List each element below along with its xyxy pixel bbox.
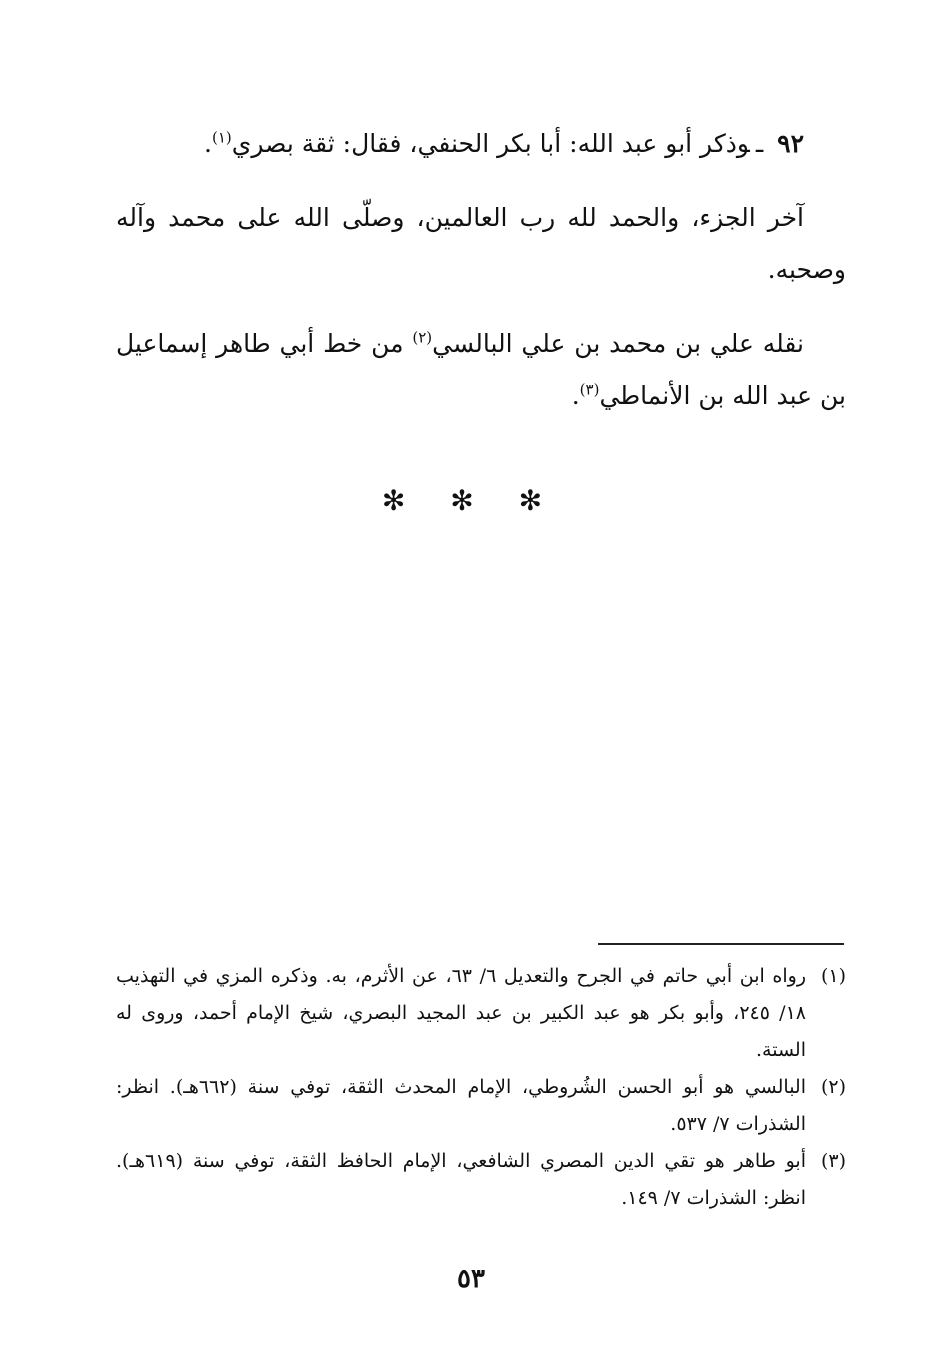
footnote-text: رواه ابن أبي حاتم في الجرح والتعديل ٦/ ٦٣، عن الأثرم، به. وذكره المزي في التهذيب ١٨/ ٢٤٥، وأبو بكر هو عبد الكبير بن عبد المجيد البصري، شيخ الإمام أحمد، وروى له الستة. (116, 965, 806, 1061)
footnote-number: (٣) (820, 1150, 846, 1172)
footnote-item (116, 1143, 846, 1217)
entry-end: . (204, 129, 212, 158)
entry-paragraph (116, 118, 846, 170)
main-text (116, 118, 846, 444)
footnote-text: البالسي هو أبو الحسن الشُروطي، الإمام المحدث الثقة، توفي سنة (٦٦٢هـ). انظر: الشذرات ٧/ ٥٣٧. (116, 1076, 806, 1135)
footnote-item (116, 1069, 846, 1143)
closing-text: آخر الجزء، والحمد لله رب العالمين، وصلّى الله على محمد وآله وصحبه. (116, 203, 846, 284)
copyist-text-middle: من خط أبي طاهر إسماعيل بن عبد الله بن الأنماطي (116, 329, 846, 410)
footnote-marker-3: (٣) (579, 380, 600, 399)
page-number: ٥٣ (457, 1264, 485, 1294)
footnotes-section (116, 958, 846, 1217)
footnote-number: (٢) (820, 1076, 846, 1098)
footnote-marker-2: (٢) (412, 328, 433, 347)
entry-dash: ـ (755, 129, 764, 158)
section-divider-stars: ✻ ✻ ✻ (381, 484, 561, 517)
footnote-separator (598, 943, 844, 945)
entry-number: ٩٢ (777, 129, 804, 158)
copyist-paragraph (116, 318, 846, 422)
copyist-end: . (571, 381, 580, 410)
footnote-marker-1: (١) (212, 128, 232, 147)
footnote-number: (١) (820, 965, 846, 987)
closing-paragraph (116, 192, 846, 296)
copyist-text-before: نقله علي بن محمد بن علي البالسي (432, 329, 804, 358)
footnote-item (116, 958, 846, 1069)
footnote-text: أبو طاهر هو تقي الدين المصري الشافعي، الإمام الحافظ الثقة، توفي سنة (٦١٩هـ). انظر: الشذرات ٧/ ١٤٩. (116, 1150, 806, 1209)
entry-text: وذكر أبو عبد الله: أبا بكر الحنفي، فقال: ثقة بصري (231, 129, 750, 158)
